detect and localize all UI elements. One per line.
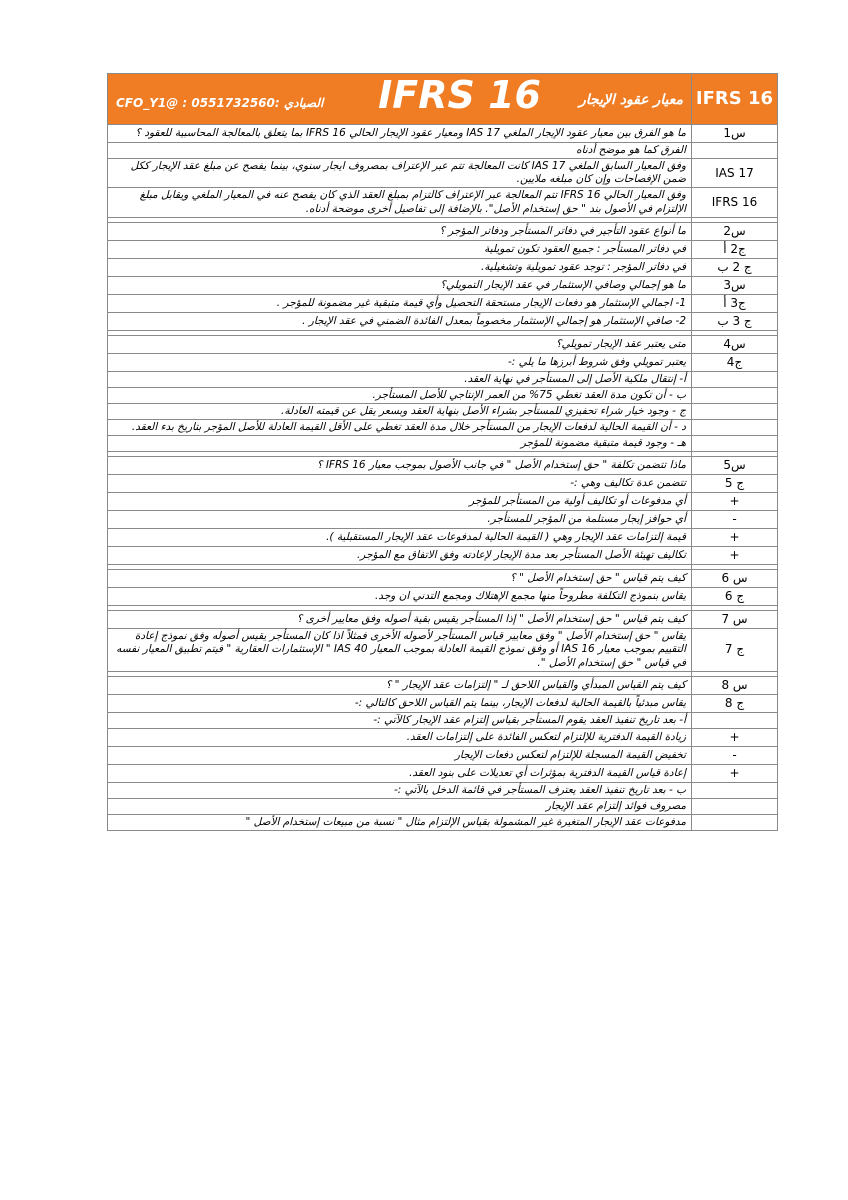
row-number: ج 6 — [692, 588, 778, 606]
row-text: مصروف فوائد إلتزام عقد الإيجار — [108, 798, 692, 814]
row-number: س2 — [692, 222, 778, 240]
row-number: + — [692, 547, 778, 565]
table-row — [108, 629, 778, 671]
table-row — [108, 387, 778, 403]
row-text: وفق المعيار السابق الملغي IAS 17 كانت المعالجة تتم عبر الإعتراف بمصروف ايجار سنوي، بينما يفصح عن مبلغ عقد الإيجار ككل ضمن الإفصاحات وإن كان مبلغه ملايين. — [108, 159, 692, 188]
row-text: الفرق كما هو موضح أدناه — [108, 143, 692, 159]
table-row — [108, 403, 778, 419]
table-row — [108, 570, 778, 588]
row-number: ج3 أ — [692, 294, 778, 312]
row-number: - — [692, 746, 778, 764]
row-text: في دفاتر المؤجر : توجد عقود تمويلية وتشغيلية. — [108, 258, 692, 276]
row-number: ج 3 ب — [692, 312, 778, 330]
row-text: مدفوعات عقد الإيجار المتغيرة غير المشمولة بقياس الإلتزام مثال " نسبة من مبيعات إستخدام الأصل " — [108, 815, 692, 831]
table-row — [108, 159, 778, 188]
row-text: ما هو الفرق بين معيار عقود الإيجار الملغي IAS 17 ومعيار عقود الإيجار الحالي IFRS 16 بما يتعلق بالمعالجة المحاسبية للعقود ؟ — [108, 125, 692, 143]
row-text: في دفاتر المستأجر : جميع العقود تكون تمويلية — [108, 240, 692, 258]
row-number: + — [692, 529, 778, 547]
table-row — [108, 493, 778, 511]
row-number: + — [692, 493, 778, 511]
row-text: تخفيض القيمة المسجلة للإلتزام لتعكس دفعات الإيجار — [108, 746, 692, 764]
table-row — [108, 258, 778, 276]
table-row — [108, 436, 778, 452]
row-number: IAS 17 — [692, 159, 778, 188]
row-text: قيمة إلتزامات عقد الإيجار وهي ( القيمة الحالية لمدفوعات عقد الإيجار المستقبلية ). — [108, 529, 692, 547]
row-number: ج 5 — [692, 475, 778, 493]
table-row — [108, 457, 778, 475]
row-text: ما أنواع عقود التأجير في دفاتر المستأجر ودفاتر المؤجر ؟ — [108, 222, 692, 240]
table-row — [108, 222, 778, 240]
table-row — [108, 694, 778, 712]
row-number: ج2 أ — [692, 240, 778, 258]
row-text: يقاس مبدئياً بالقيمة الحالية لدفعات الإيجار، بينما يتم القياس اللاحق كالتالي :- — [108, 694, 692, 712]
header-contact: الصيادي :0551732560 : @CFO_Y1 — [116, 96, 324, 110]
row-number — [692, 387, 778, 403]
row-number: + — [692, 728, 778, 746]
row-text: ب - أن تكون مدة العقد تغطي 75% من العمر الإنتاجي للأصل المستأجر. — [108, 387, 692, 403]
row-number — [692, 712, 778, 728]
header-title: معيار عقود الإيجار — [579, 92, 683, 108]
row-text: كيف يتم قياس " حق إستخدام الأصل " إذا المستأجر يقيس بقية أصوله وفق معايير أخرى ؟ — [108, 611, 692, 629]
row-number: س5 — [692, 457, 778, 475]
row-number: س4 — [692, 335, 778, 353]
row-text: يقاس بنموذج التكلفة مطروحاً منها مجمع الإهتلاك ومجمع التدني ان وجد. — [108, 588, 692, 606]
row-number: ج 8 — [692, 694, 778, 712]
header-row — [108, 74, 778, 125]
row-text: كيف يتم القياس المبدأي والقياس اللاحق لـ " إلتزامات عقد الإيجار " ؟ — [108, 676, 692, 694]
table-row — [108, 143, 778, 159]
header-code: IFRS 16 — [692, 74, 778, 125]
table-row — [108, 125, 778, 143]
header-big-title: IFRS 16 — [378, 73, 541, 117]
table-row — [108, 420, 778, 436]
row-text: أي حوافز إيجار مستلمة من المؤجر للمستأجر. — [108, 511, 692, 529]
row-number: - — [692, 511, 778, 529]
row-number: س1 — [692, 125, 778, 143]
row-text: وفق المعيار الحالي IFRS 16 تتم المعالجة عبر الإعتراف كالتزام بمبلغ العقد الذي كان يفصح عنه في المعيار الملغي ويقابل مبلغ الإلتزام في الأصول بند " حق إستخدام الأصل". بالإضافة إلى تفاصيل أخرى موضحة أدناه. — [108, 188, 692, 217]
table-row — [108, 746, 778, 764]
table-row — [108, 294, 778, 312]
row-number: س 6 — [692, 570, 778, 588]
row-text: د - أن القيمة الحالية لدفعات الإيجار من المستأجر خلال مدة العقد تغطي على الأقل القيمة العادلة للأصل المؤجر بتاريخ بدء العقد. — [108, 420, 692, 436]
row-text: ج - وجود خيار شراء تحفيزي للمستأجر بشراء الأصل بنهاية العقد وبسعر يقل عن قيمته العادلة. — [108, 403, 692, 419]
row-text: متى يعتبر عقد الإيجار تمويلي؟ — [108, 335, 692, 353]
row-number: س 7 — [692, 611, 778, 629]
table-row — [108, 798, 778, 814]
table-row — [108, 712, 778, 728]
row-text: أي مدفوعات أو تكاليف أولية من المستأجر للمؤجر — [108, 493, 692, 511]
row-number: ج 2 ب — [692, 258, 778, 276]
row-number — [692, 436, 778, 452]
table-row — [108, 188, 778, 217]
row-text: إعادة قياس القيمة الدفترية بمؤثرات أي تعديلات على بنود العقد. — [108, 764, 692, 782]
row-text: ماذا تتضمن تكلفة " حق إستخدام الأصل " في جانب الأصول بموجب معيار IFRS 16 ؟ — [108, 457, 692, 475]
table-row — [108, 312, 778, 330]
header-banner — [108, 74, 692, 125]
table-row — [108, 371, 778, 387]
table-row — [108, 611, 778, 629]
row-number: IFRS 16 — [692, 188, 778, 217]
row-text: هـ - وجود قيمة متبقية مضمونة للمؤجر — [108, 436, 692, 452]
row-text: 1- اجمالي الإستثمار هو دفعات الإيجار مستحقة التحصيل وأي قيمة متبقية غير مضمونة للمؤجر . — [108, 294, 692, 312]
row-text: يقاس " حق إستخدام الأصل " وفق معايير قياس المستأجر لأصوله الأخرى فمثلاً اذا كان المستأجر يقيس أصوله وفق نموذج إعادة التقييم بموجب معيار IAS 16 أو وفق نموذج القيمة العادلة بموجب المعيار IAS 40 " الإستثمارات العقارية " فيتم تطبيق المعيار نفسه في قياس " حق إستخدام الأصل ". — [108, 629, 692, 671]
row-text: 2- صافي الإستثمار هو إجمالي الإستثمار مخصوماً بمعدل الفائدة الضمني في عقد الإيجار . — [108, 312, 692, 330]
row-text: زيادة القيمة الدفترية للإلتزام لتعكس الفائدة على إلتزامات العقد. — [108, 728, 692, 746]
table-row — [108, 276, 778, 294]
table-row — [108, 782, 778, 798]
row-text: ب - بعد تاريخ تنفيذ العقد يعترف المستأجر في قائمة الدخل بالآتي :- — [108, 782, 692, 798]
row-number — [692, 798, 778, 814]
row-number: ج4 — [692, 353, 778, 371]
row-text: تكاليف تهيئة الأصل المستأجر بعد مدة الإيجار لإعادته وفق الاتفاق مع المؤجر. — [108, 547, 692, 565]
table-row — [108, 529, 778, 547]
table-row — [108, 676, 778, 694]
table-row — [108, 547, 778, 565]
table-row — [108, 815, 778, 831]
row-number — [692, 782, 778, 798]
row-number: س 8 — [692, 676, 778, 694]
row-number — [692, 420, 778, 436]
row-text: يعتبر تمويلي وفق شروط أبرزها ما يلي :- — [108, 353, 692, 371]
table-row — [108, 475, 778, 493]
row-text: كيف يتم قياس " حق إستخدام الأصل " ؟ — [108, 570, 692, 588]
row-number — [692, 815, 778, 831]
table-row — [108, 728, 778, 746]
row-text: ما هو إجمالي وصافي الإستثمار في عقد الإيجار التمويلي؟ — [108, 276, 692, 294]
row-text: أ- بعد تاريخ تنفيذ العقد يقوم المستأجر بقياس إلتزام عقد الإيجار كالآتي :- — [108, 712, 692, 728]
document-table — [107, 73, 778, 831]
table-row — [108, 764, 778, 782]
row-text: أ- إنتقال ملكية الأصل إلى المستأجر في نهاية العقد. — [108, 371, 692, 387]
row-text: تتضمن عدة تكاليف وهي :- — [108, 475, 692, 493]
table-row — [108, 588, 778, 606]
table-row — [108, 511, 778, 529]
table-row — [108, 353, 778, 371]
row-number — [692, 403, 778, 419]
row-number: ج 7 — [692, 629, 778, 671]
row-number: + — [692, 764, 778, 782]
row-number — [692, 371, 778, 387]
table-row — [108, 335, 778, 353]
row-number: س3 — [692, 276, 778, 294]
table-row — [108, 240, 778, 258]
row-number — [692, 143, 778, 159]
